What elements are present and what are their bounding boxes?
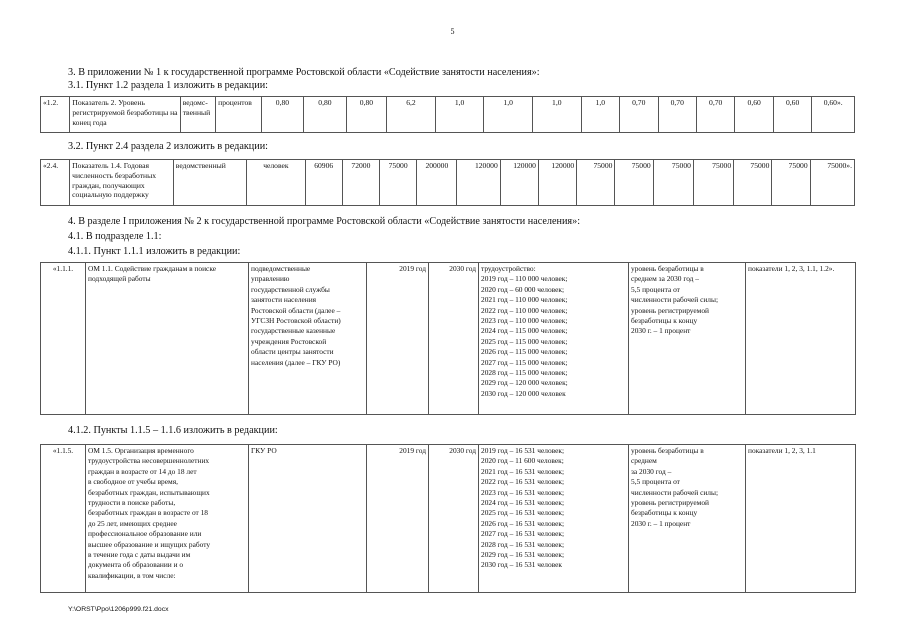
executor-line: населения (далее – ГКУ РО) bbox=[251, 357, 341, 367]
result-line: 2022 год – 110 000 человек; bbox=[481, 305, 568, 315]
page-number: 5 bbox=[450, 27, 455, 36]
executor-cell bbox=[249, 263, 367, 415]
activity-line: граждан в возрасте от 14 до 18 лет bbox=[88, 466, 197, 476]
value-cell: 72000 bbox=[342, 160, 379, 206]
results-cell bbox=[479, 263, 629, 415]
executor-cell: ГКУ РО bbox=[249, 445, 367, 593]
value-cell: 0,60 bbox=[735, 97, 773, 133]
result-line: 2029 год – 120 000 человек; bbox=[481, 378, 568, 388]
activity-line: безработных граждан, испытывающих bbox=[88, 487, 210, 497]
value-cell: 75000 bbox=[693, 160, 733, 206]
activity-line: документа об образовании и о bbox=[88, 560, 184, 570]
file-path-footer: Y:\ORST\Ppo\1206p999.f21.docx bbox=[68, 606, 169, 613]
indicator-type: ведомственный bbox=[173, 160, 246, 206]
table-row bbox=[41, 160, 855, 206]
indicator-type: ведомс-твенный bbox=[180, 97, 215, 133]
result-line: 2029 год – 16 531 человек; bbox=[481, 550, 565, 560]
activity-name: ОМ 1.1. Содействие гражданам в поиске подходящей работы bbox=[86, 263, 249, 415]
activity-line: профессиональное образование или bbox=[88, 529, 202, 539]
value-cell: 75000 bbox=[577, 160, 615, 206]
goal-line: уровень безработицы в bbox=[631, 446, 704, 455]
row-number: «1.2. bbox=[41, 97, 70, 133]
value-cell: 1,0 bbox=[581, 97, 619, 133]
value-cell: 0,60 bbox=[773, 97, 811, 133]
table-item-2-4 bbox=[40, 159, 855, 206]
result-line: 2028 год – 16 531 человек; bbox=[481, 539, 565, 549]
result-line: 2028 год – 115 000 человек; bbox=[481, 368, 568, 378]
executor-line: государственной службы bbox=[251, 284, 330, 294]
result-line: 2020 год – 11 600 человек; bbox=[481, 456, 564, 466]
value-cell: 1,0 bbox=[532, 97, 581, 133]
goal-line: 2030 г. – 1 процент bbox=[631, 326, 691, 336]
executor-line: управлению bbox=[251, 274, 290, 284]
activity-line: квалификации, в том числе: bbox=[88, 570, 176, 580]
activity-line: до 25 лет, имеющих среднее bbox=[88, 518, 177, 528]
value-cell: 0,70 bbox=[696, 97, 734, 133]
activity-line: трудоустройства несовершеннолетних bbox=[88, 456, 210, 466]
value-cell: 75000 bbox=[734, 160, 772, 206]
end-year: 2030 год bbox=[429, 263, 479, 415]
value-cell: 1,0 bbox=[484, 97, 533, 133]
goal-line: за 2030 год – bbox=[631, 466, 672, 476]
goal-line: 2030 г. – 1 процент bbox=[631, 518, 691, 528]
result-line: 2021 год – 16 531 человек; bbox=[481, 466, 565, 476]
value-cell: 0,80 bbox=[346, 97, 386, 133]
indicators-cell: показатели 1, 2, 3, 1.1, 1.2». bbox=[746, 263, 856, 415]
result-line: 2019 год – 16 531 человек; bbox=[481, 446, 565, 455]
end-year: 2030 год bbox=[429, 445, 479, 593]
start-year: 2019 год bbox=[367, 445, 429, 593]
goal-cell bbox=[629, 445, 746, 593]
result-line: 2024 год – 16 531 человек; bbox=[481, 498, 565, 508]
executor-line: занятости населения bbox=[251, 295, 317, 305]
value-cell: 60906 bbox=[305, 160, 342, 206]
table-item-1-2 bbox=[40, 96, 855, 133]
goal-line: численности рабочей силы; bbox=[631, 295, 719, 305]
result-line: 2023 год – 110 000 человек; bbox=[481, 316, 568, 326]
result-line: 2021 год – 110 000 человек; bbox=[481, 295, 568, 305]
result-line: 2027 год – 115 000 человек; bbox=[481, 357, 568, 367]
goal-line: 5,5 процента от bbox=[631, 284, 680, 294]
start-year: 2019 год bbox=[367, 263, 429, 415]
value-cell: 0,80 bbox=[304, 97, 347, 133]
indicator-unit: человек bbox=[247, 160, 305, 206]
goal-line: безработицы к концу bbox=[631, 316, 698, 326]
result-line: 2025 год – 115 000 человек; bbox=[481, 336, 568, 346]
goal-line: безработицы к концу bbox=[631, 508, 698, 518]
activity-line: в течение года с даты выдачи им bbox=[88, 550, 191, 560]
value-cell: 0,60». bbox=[812, 97, 855, 133]
paragraph-4: 4. В разделе I приложения № 2 к государственной программе Ростовской области «Содействие занятости населения»: bbox=[68, 216, 581, 227]
value-cell: 6,2 bbox=[387, 97, 436, 133]
paragraph-4-1-1: 4.1.1. Пункт 1.1.1 изложить в редакции: bbox=[68, 246, 241, 257]
result-line: 2022 год – 16 531 человек; bbox=[481, 477, 565, 487]
executor-line: государственные казенные bbox=[251, 326, 336, 336]
result-line: 2020 год – 60 000 человек; bbox=[481, 284, 565, 294]
executor-line: подведомственные bbox=[251, 264, 311, 273]
activity-line: безработных граждан в возрасте от 18 bbox=[88, 508, 209, 518]
table-item-1-1-5 bbox=[40, 444, 856, 593]
result-line: 2030 год – 16 531 человек bbox=[481, 560, 562, 570]
value-cell: 120000 bbox=[500, 160, 538, 206]
value-cell: 0,70 bbox=[658, 97, 696, 133]
value-cell: 1,0 bbox=[435, 97, 484, 133]
executor-line: учреждения Ростовской bbox=[251, 336, 327, 346]
value-cell: 75000». bbox=[810, 160, 854, 206]
activity-line: ОМ 1.5. Организация временного bbox=[88, 446, 194, 455]
goal-line: уровень регистрируемой bbox=[631, 305, 710, 315]
result-line: 2019 год – 110 000 человек; bbox=[481, 274, 568, 284]
goal-line: 5,5 процента от bbox=[631, 477, 680, 487]
activity-line: в свободное от учебы время, bbox=[88, 477, 178, 487]
indicator-unit: процентов bbox=[216, 97, 262, 133]
value-cell: 0,70 bbox=[620, 97, 658, 133]
value-cell: 120000 bbox=[538, 160, 576, 206]
activity-name-cell bbox=[86, 445, 249, 593]
executor-line: УГСЗН Ростовской области) bbox=[251, 316, 341, 326]
value-cell: 200000 bbox=[417, 160, 457, 206]
result-line: 2030 год – 120 000 человек bbox=[481, 388, 566, 398]
indicator-name: Показатель 2. Уровень регистрируемой безработицы на конец года bbox=[70, 97, 180, 133]
result-line: 2026 год – 115 000 человек; bbox=[481, 347, 568, 357]
paragraph-3-2: 3.2. Пункт 2.4 раздела 2 изложить в редакции: bbox=[68, 141, 268, 152]
result-line: 2026 год – 16 531 человек; bbox=[481, 518, 565, 528]
executor-line: Ростовской области (далее – bbox=[251, 305, 341, 315]
result-line: 2024 год – 115 000 человек; bbox=[481, 326, 568, 336]
value-cell: 75000 bbox=[615, 160, 653, 206]
paragraph-4-1: 4.1. В подразделе 1.1: bbox=[68, 231, 162, 242]
indicators-cell: показатели 1, 2, 3, 1.1 bbox=[746, 445, 856, 593]
activity-line: высшее образование и ищущих работу bbox=[88, 539, 211, 549]
paragraph-3: 3. В приложении № 1 к государственной программе Ростовской области «Содействие занятости населения»: bbox=[68, 67, 540, 78]
goal-line: уровень регистрируемой bbox=[631, 498, 710, 508]
row-number: «2.4. bbox=[41, 160, 70, 206]
goal-line: уровень безработицы в bbox=[631, 264, 704, 273]
table-row bbox=[41, 445, 856, 593]
value-cell: 0,80 bbox=[261, 97, 304, 133]
paragraph-3-1: 3.1. Пункт 1.2 раздела 1 изложить в редакции: bbox=[68, 80, 268, 91]
activity-line: трудности в поиске работы, bbox=[88, 498, 176, 508]
result-line: трудоустройство: bbox=[481, 264, 536, 273]
executor-line: области центры занятости bbox=[251, 347, 334, 357]
goal-line: среднем за 2030 год – bbox=[631, 274, 699, 284]
value-cell: 120000 bbox=[457, 160, 500, 206]
result-line: 2025 год – 16 531 человек; bbox=[481, 508, 565, 518]
table-item-1-1-1 bbox=[40, 262, 856, 415]
row-number: «1.1.1. bbox=[41, 263, 86, 415]
row-number: «1.1.5. bbox=[41, 445, 86, 593]
value-cell: 75000 bbox=[772, 160, 810, 206]
goal-line: среднем bbox=[631, 456, 657, 466]
value-cell: 75000 bbox=[653, 160, 693, 206]
indicator-name: Показатель 1.4. Годовая численность безработных граждан, получающих социальную поддержку bbox=[70, 160, 174, 206]
goal-cell bbox=[629, 263, 746, 415]
goal-line: численности рабочей силы; bbox=[631, 487, 719, 497]
table-row bbox=[41, 97, 855, 133]
result-line: 2027 год – 16 531 человек; bbox=[481, 529, 565, 539]
results-cell bbox=[479, 445, 629, 593]
result-line: 2023 год – 16 531 человек; bbox=[481, 487, 565, 497]
value-cell: 75000 bbox=[380, 160, 417, 206]
table-row bbox=[41, 263, 856, 415]
paragraph-4-1-2: 4.1.2. Пункты 1.1.5 – 1.1.6 изложить в редакции: bbox=[68, 425, 278, 436]
